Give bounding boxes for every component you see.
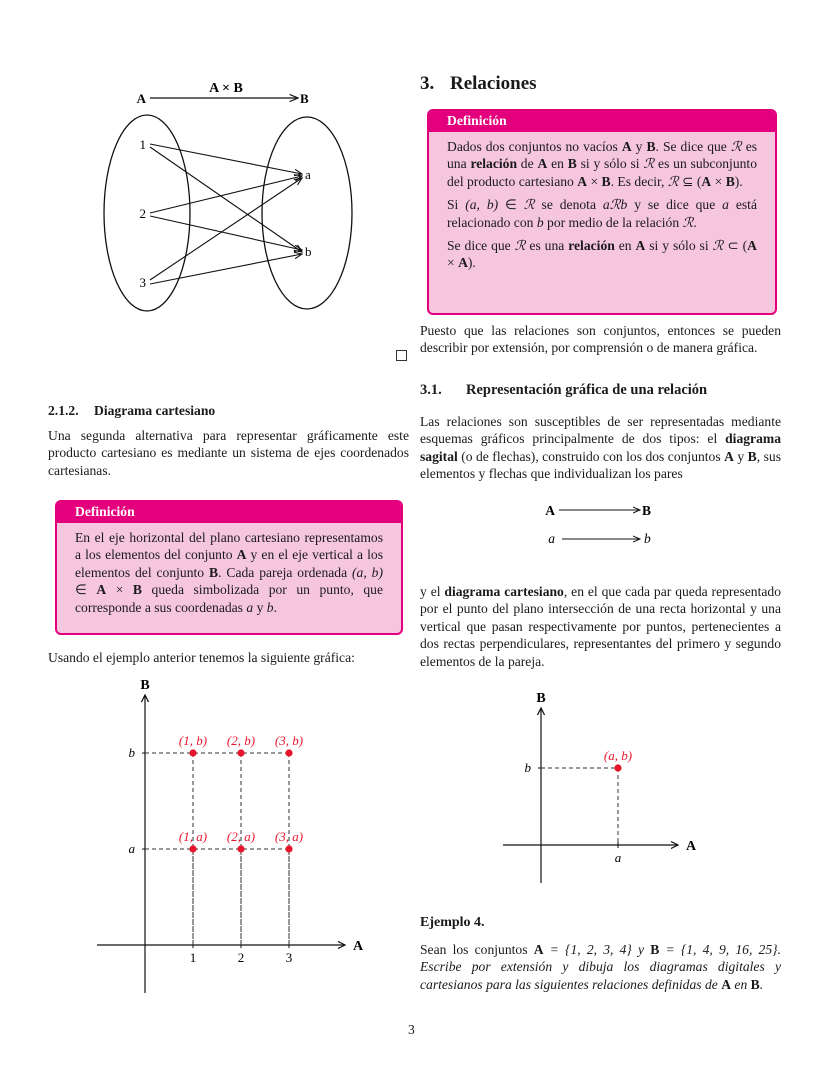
- text-segment: B: [747, 448, 757, 464]
- element-b: b: [305, 244, 312, 259]
- element-a: a: [305, 167, 311, 182]
- product-label: A × B: [209, 81, 243, 96]
- data-label: (1, a): [178, 829, 208, 844]
- text-segment: ℛ: [712, 238, 724, 254]
- paragraph-puesto: [420, 322, 781, 357]
- definition-box-cartesian: [55, 500, 403, 635]
- text-segment: (o de flechas), construido con los dos conjuntos: [457, 448, 725, 464]
- text-segment: En el eje horizontal del plano cartesiano representamos a los elementos del conjunto: [75, 530, 383, 563]
- text-segment: Sean los conjuntos: [420, 942, 534, 957]
- text-segment: aℛb: [602, 197, 628, 213]
- data-label: (2, b): [226, 733, 256, 748]
- data-point: [189, 749, 196, 756]
- section-number: 3.: [420, 73, 435, 94]
- text-segment: ℛ: [523, 197, 535, 213]
- text-segment: B: [132, 582, 142, 598]
- text-segment: B: [750, 976, 760, 992]
- text-segment: Dados dos conjuntos no vacíos: [447, 139, 622, 154]
- text-segment: A: [635, 238, 646, 254]
- paragraph-using-example: [48, 649, 409, 666]
- data-label: (2, a): [226, 829, 256, 844]
- cartesian-chart-example: [90, 680, 380, 1000]
- text-segment: . Se dice que: [655, 139, 731, 154]
- text-segment: = {1, 2, 3, 4} y: [543, 942, 651, 957]
- definition-paragraph: [447, 237, 757, 272]
- text-segment: A: [236, 547, 247, 563]
- text-segment: A: [621, 139, 632, 154]
- set-b-label: B: [300, 91, 309, 106]
- text-segment: y se dice que: [627, 197, 723, 213]
- text-segment: ×: [447, 255, 459, 271]
- text-segment: si y sólo si: [576, 156, 644, 172]
- x-tick-label: 2: [237, 950, 245, 965]
- text-segment: A: [533, 942, 544, 957]
- definition-box-relation: [427, 109, 777, 315]
- text-segment: y: [253, 599, 267, 615]
- text-segment: relación: [568, 238, 615, 254]
- text-segment: Si: [447, 197, 466, 213]
- text-segment: (a, b): [352, 564, 383, 580]
- definition-paragraph: [447, 138, 757, 190]
- text-segment: diagrama sagital: [420, 431, 781, 464]
- x-tick-label: 3: [285, 950, 293, 965]
- text-segment: Usando el ejemplo anterior tenemos la siguiente gráfica:: [48, 650, 355, 665]
- text-segment: ).: [734, 173, 743, 189]
- text-segment: A: [747, 238, 757, 254]
- text-segment: , sus elementos y flechas que individualizan los pares: [420, 448, 781, 482]
- text-segment: ℛ: [730, 139, 742, 154]
- text-segment: .: [273, 599, 277, 615]
- example-title: Ejemplo 4.: [420, 915, 485, 930]
- text-segment: B: [209, 564, 219, 580]
- text-segment: ⊆ (: [678, 173, 702, 189]
- text-segment: ∈: [498, 197, 524, 213]
- text-segment: de: [517, 156, 538, 172]
- text-segment: B: [725, 173, 735, 189]
- set-a-ellipse: [104, 115, 190, 311]
- element-1: 1: [139, 137, 146, 152]
- data-point: [614, 764, 621, 771]
- text-segment: ⊂ (: [723, 238, 748, 254]
- definition-paragraph: [75, 529, 383, 616]
- text-segment: es una: [447, 139, 758, 172]
- data-point: [189, 845, 196, 852]
- text-segment: A: [724, 448, 734, 464]
- text-segment: en: [547, 156, 568, 172]
- y-axis-label: B: [140, 680, 150, 693]
- subsection-title: Diagrama cartesiano: [94, 403, 216, 418]
- text-segment: es un subconjunto del producto cartesiano: [447, 156, 757, 189]
- text-segment: en: [614, 238, 636, 254]
- text-segment: .: [693, 214, 697, 230]
- paragraph-sagital: [420, 413, 781, 483]
- element-2: 2: [139, 206, 146, 221]
- section-heading: [420, 73, 537, 95]
- set-b-ellipse: [262, 117, 352, 309]
- paragraph-cartesiano: [420, 583, 781, 670]
- text-segment: B: [601, 173, 611, 189]
- data-point: [237, 749, 244, 756]
- example-text: [420, 941, 781, 993]
- x-tick-label: 1: [189, 950, 197, 965]
- text-segment: Una segunda alternativa para representar gráficamente este producto cartesiano es mediante un sistema de ejes coordenados cartesianas.: [48, 428, 409, 478]
- definition-paragraph: [447, 196, 757, 231]
- text-segment: queda simbolizada por un punto, que corresponde a sus coordenadas: [75, 582, 383, 615]
- text-segment: b: [266, 599, 274, 615]
- text-segment: ℛ: [643, 156, 655, 172]
- subsection-number: 2.1.2.: [48, 403, 79, 418]
- relation-arrows: [150, 144, 302, 284]
- text-segment: ℛ: [514, 238, 526, 254]
- data-point: [285, 749, 292, 756]
- subsection-title: Representación gráfica de una relación: [466, 382, 708, 398]
- y-tick-label: a: [128, 841, 135, 856]
- arrow-from-set: A: [545, 503, 555, 518]
- arrow-from-element: a: [548, 531, 555, 546]
- data-label: (a, b): [603, 748, 633, 763]
- text-segment: y en el eje vertical a los elementos del conjunto: [75, 547, 383, 580]
- text-segment: Se dice que: [447, 238, 515, 254]
- page-number: 3: [408, 1022, 415, 1037]
- arrow-to-set: B: [642, 503, 652, 518]
- text-segment: ).: [467, 255, 476, 271]
- y-tick-label: b: [128, 745, 135, 760]
- cartesian-chart-generic: [495, 690, 705, 890]
- text-segment: ×: [711, 173, 726, 189]
- text-segment: A: [537, 156, 548, 172]
- text-segment: b: [536, 214, 544, 230]
- text-segment: B: [650, 942, 660, 957]
- text-segment: es una: [525, 238, 569, 254]
- data-point: [285, 845, 292, 852]
- text-segment: se denota: [534, 197, 603, 213]
- text-segment: y: [733, 448, 748, 464]
- arrow-notation: [535, 498, 665, 548]
- y-tick-label: b: [524, 760, 531, 775]
- data-label: (1, b): [178, 733, 208, 748]
- x-axis-label: A: [686, 839, 697, 854]
- text-segment: ℛ: [667, 173, 679, 189]
- text-segment: y: [631, 139, 647, 154]
- definition-body: [57, 523, 401, 630]
- paragraph-intro: [48, 427, 409, 479]
- text-segment: A: [721, 976, 732, 992]
- text-segment: ×: [587, 173, 602, 189]
- subsection-number: 3.1.: [420, 382, 442, 398]
- section-title: Relaciones: [450, 73, 537, 94]
- arrow-to-element: b: [644, 531, 651, 546]
- text-segment: diagrama cartesiano: [444, 584, 564, 599]
- text-segment: ℛ: [682, 214, 694, 230]
- text-segment: .: [759, 976, 764, 992]
- text-segment: , en el que cada par queda representado por el punto del plano intersección de una recta horizontal y una vertical que pasan respectivamente por puntos, pertenecientes a dos rectas perpendiculares, representantes del primero y segundo elementos de la pareja.: [420, 584, 781, 669]
- text-segment: A: [701, 173, 712, 189]
- data-label: (3, b): [274, 733, 304, 748]
- definition-header: Definición: [57, 502, 401, 523]
- text-segment: está relacionado con: [447, 197, 757, 230]
- text-segment: A: [96, 582, 107, 598]
- text-segment: . Cada pareja ordenada: [218, 564, 353, 580]
- definition-body: [429, 132, 775, 286]
- text-segment: a: [246, 599, 254, 615]
- text-segment: a: [722, 197, 729, 213]
- subsection-heading: [48, 403, 215, 419]
- text-segment: = {1, 4, 9, 16, 25}. Escribe por extensión y dibuja los diagramas digitales y cartesianos para las siguientes relaciones definidas de: [420, 942, 781, 992]
- text-segment: Puesto que las relaciones son conjuntos, entonces se pueden describir por extensión, por comprensión o de manera gráfica.: [420, 323, 781, 356]
- text-segment: si y sólo si: [645, 238, 713, 254]
- y-axis-label: B: [536, 691, 546, 706]
- text-segment: ∈: [75, 582, 97, 598]
- sagittal-diagram: [95, 70, 375, 330]
- qed-symbol: [396, 350, 407, 361]
- x-axis-label: A: [353, 939, 364, 954]
- text-segment: relación: [470, 156, 517, 172]
- text-segment: por medio de la relación: [543, 214, 683, 230]
- text-segment: B: [567, 156, 577, 172]
- text-segment: Las relaciones son susceptibles de ser representadas mediante esquemas gráficos principalmente de dos tipos: el: [420, 414, 781, 447]
- text-segment: (a, b): [465, 197, 499, 213]
- subsection-heading: [420, 382, 707, 399]
- data-point: [237, 845, 244, 852]
- element-3: 3: [139, 275, 146, 290]
- text-segment: y el: [420, 584, 445, 599]
- text-segment: en: [731, 976, 751, 992]
- x-tick-label: a: [614, 850, 622, 865]
- text-segment: B: [646, 139, 656, 154]
- data-label: (3, a): [274, 829, 304, 844]
- text-segment: . Es decir,: [610, 173, 668, 189]
- set-a-label: A: [136, 91, 146, 106]
- definition-header: Definición: [429, 111, 775, 132]
- text-segment: ×: [106, 582, 133, 598]
- text-segment: A: [458, 255, 468, 271]
- text-segment: A: [577, 173, 588, 189]
